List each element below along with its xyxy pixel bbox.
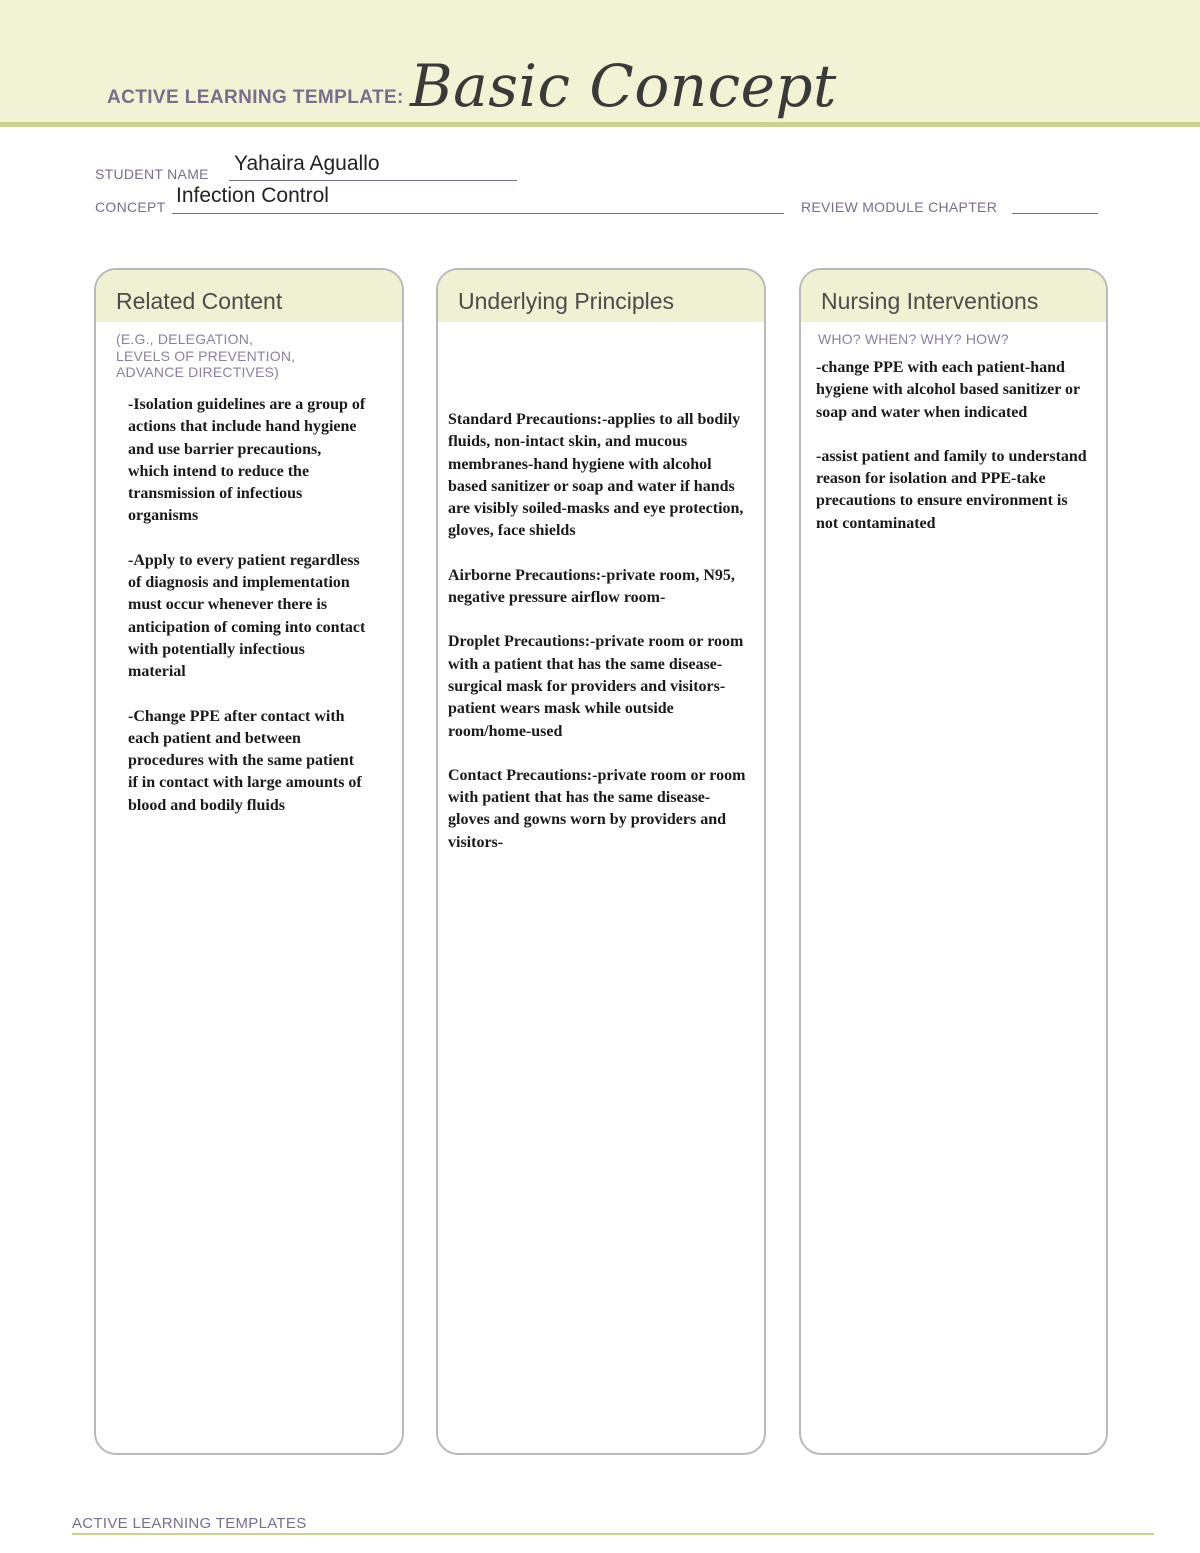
footer-label: ACTIVE LEARNING TEMPLATES <box>72 1515 307 1532</box>
underlying-principles-paragraph: Standard Precautions:-applies to all bodily fluids, non-intact skin, and mucous membranes-hand hygiene with alcohol based sanitizer or soap and water if hands are visibly soiled-masks and eye protection, gloves, face shields <box>448 411 744 540</box>
subtitle-line: ADVANCE DIRECTIVES) <box>116 364 280 380</box>
template-title: Basic Concept <box>410 52 837 120</box>
related-content-body[interactable] <box>128 394 366 839</box>
student-name-field[interactable]: Yahaira Aguallo <box>234 152 380 175</box>
nursing-interventions-body[interactable] <box>816 357 1088 557</box>
related-content-subtitle <box>116 331 295 381</box>
underlying-principles-heading: Underlying Principles <box>438 270 764 322</box>
nursing-interventions-panel <box>799 268 1108 1455</box>
concept-label: CONCEPT <box>95 199 166 215</box>
underlying-principles-body[interactable] <box>448 409 748 876</box>
student-name-label: STUDENT NAME <box>95 166 209 182</box>
concept-field[interactable]: Infection Control <box>176 184 329 207</box>
nursing-interventions-paragraph: -assist patient and family to understand reason for isolation and PPE-take precautions to ensure environment is not contaminated <box>816 447 1087 532</box>
footer-divider <box>72 1533 1154 1535</box>
related-content-paragraph: -Isolation guidelines are a group of actions that include hand hygiene and use barrier precautions, which intend to reduce the transmission of infectious organisms <box>128 396 366 525</box>
underlying-principles-paragraph: Airborne Precautions:-private room, N95, negative pressure airflow room- <box>448 566 735 607</box>
student-name-line <box>229 180 517 181</box>
underlying-principles-panel <box>436 268 766 1455</box>
nursing-interventions-paragraph: -change PPE with each patient-hand hygiene with alcohol based sanitizer or soap and water when indicated <box>816 359 1080 421</box>
related-content-panel <box>94 268 404 1455</box>
header-divider <box>0 122 1200 127</box>
related-content-paragraph: -Apply to every patient regardless of diagnosis and implementation must occur whenever there is anticipation of coming into contact with potentially infectious material <box>128 551 366 681</box>
subtitle-line: (E.G., DELEGATION, <box>116 331 254 347</box>
concept-line <box>172 213 784 214</box>
review-module-label: REVIEW MODULE CHAPTER <box>801 199 998 215</box>
underlying-principles-paragraph: Droplet Precautions:-private room or room with a patient that has the same disease-surgical mask for providers and visitors-patient wears mask while outside room/home-used <box>448 633 744 740</box>
nursing-interventions-subtitle: WHO? WHEN? WHY? HOW? <box>818 331 1009 347</box>
related-content-heading: Related Content <box>96 270 402 322</box>
related-content-paragraph: -Change PPE after contact with each patient and between procedures with the same patient if in contact with large amounts of blood and bodily fluids <box>128 707 362 814</box>
template-label: ACTIVE LEARNING TEMPLATE: <box>107 87 404 108</box>
underlying-principles-paragraph: Contact Precautions:-private room or room with patient that has the same disease-gloves and gowns worn by providers and visitors- <box>448 766 746 851</box>
subtitle-line: LEVELS OF PREVENTION, <box>116 347 296 364</box>
nursing-interventions-heading: Nursing Interventions <box>801 270 1106 322</box>
review-module-line[interactable] <box>1012 213 1098 214</box>
